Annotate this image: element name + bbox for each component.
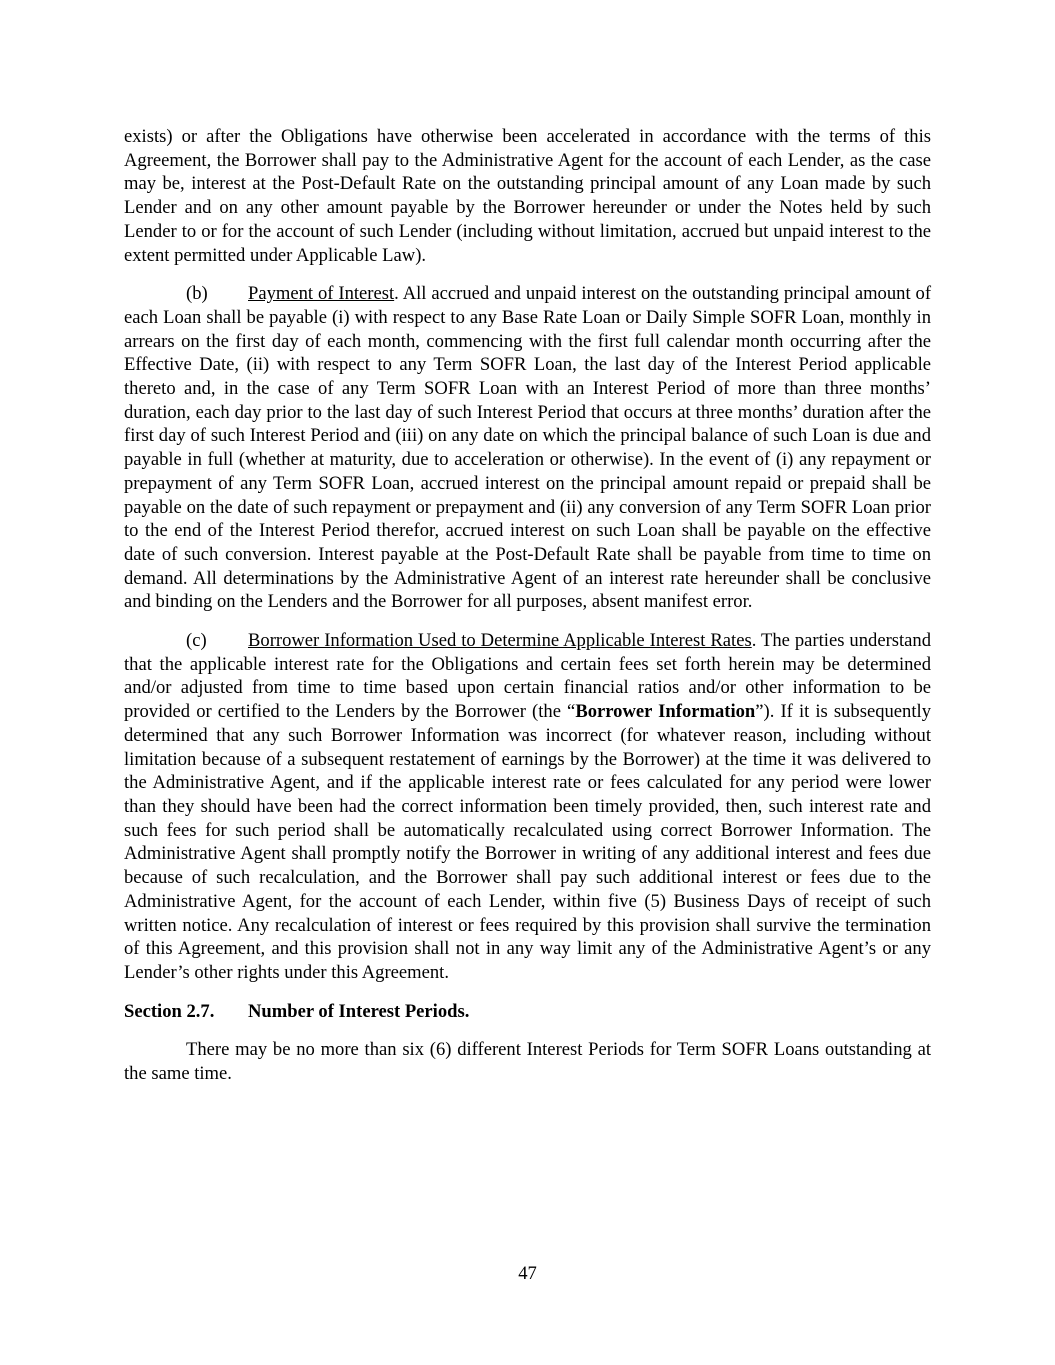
paragraph-c: [124, 629, 931, 985]
defined-term-borrower-information: Borrower Information: [575, 701, 756, 723]
section-title: Number of Interest Periods.: [248, 1000, 470, 1022]
document-body: [124, 125, 931, 1101]
paragraph-b-title: Payment of Interest: [248, 283, 395, 305]
section-number: Section 2.7.: [124, 1000, 215, 1022]
section-heading: [124, 1000, 931, 1024]
paragraph-c-body-before: . The parties understand that the applicable interest rate for the Obligations and certain fees set forth herein may be determined and/or adjusted from time to time based upon certain financial ratios and/or other information to be provided or certified to the Lenders by the Borrower (the “: [124, 630, 932, 723]
section-body: There may be no more than six (6) different Interest Periods for Term SOFR Loans outstanding at the same time.: [124, 1039, 931, 1085]
paragraph-b-marker: (b): [186, 283, 208, 305]
paragraph-c-title: Borrower Information Used to Determine Applicable Interest Rates: [248, 630, 752, 652]
paragraph-c-marker: (c): [186, 630, 207, 652]
paragraph-b: [124, 282, 931, 614]
paragraph-c-body-after: ”). If it is subsequently determined that any such Borrower Information was incorrect (for whatever reason, including without limitation because of a subsequent restatement of earnings by the Borrower) at the time it was delivered to the Administrative Agent, and if the applicable interest rate or fees calculated for any period were lower than they should have been had the correct information been timely provided, then, such interest rate and such fees for such period shall be automatically recalculated using correct Borrower Information. The Administrative Agent shall promptly notify the Borrower in writing of any additional interest and fees due because of such recalculation, and the Borrower shall pay such additional interest or fees due to the Administrative Agent, for the account of each Lender, within five (5) Business Days of receipt of such written notice. Any recalculation of interest or fees required by this provision shall survive the termination of this Agreement, and this provision shall not in any way limit any of the Administrative Agent’s or any Lender’s other rights under this Agreement.: [124, 701, 931, 983]
paragraph-a-continued: exists) or after the Obligations have otherwise been accelerated in accordance with the terms of this Agreement, the Borrower shall pay to the Administrative Agent for the account of each Lender, as the case may be, interest at the Post-Default Rate on the outstanding principal amount of any Loan made by such Lender and on any other amount payable by the Borrower hereunder or under the Notes held by such Lender to or for the account of such Lender (including without limitation, accrued but unpaid interest to the extent permitted under Applicable Law).: [124, 126, 931, 266]
paragraph-b-body: . All accrued and unpaid interest on the outstanding principal amount of each Loan shall be payable (i) with respect to any Base Rate Loan or Daily Simple SOFR Loan, monthly in arrears on the first day of each month, commencing with the first full calendar month occurring after the Effective Date, (ii) with respect to any Term SOFR Loan, the last day of the Interest Period applicable thereto and, in the case of any Term SOFR Loan with an Interest Period of more than three months’ duration, each day prior to the last day of such Interest Period that occurs at three months’ duration after the first day of such Interest Period and (iii) on any date on which the principal balance of such Loan is due and payable in full (whether at maturity, due to acceleration or otherwise). In the event of (i) any repayment or prepayment of any Term SOFR Loan, accrued interest on the principal amount repaid or prepaid shall be payable on the date of such repayment or prepayment and (ii) any conversion of any Term SOFR Loan prior to the end of the Interest Period therefor, accrued interest on such Loan shall be payable on the effective date of such conversion. Interest payable at the Post-Default Rate shall be payable from time to time on demand. All determinations by the Administrative Agent of an interest rate hereunder shall be conclusive and binding on the Lenders and the Borrower for all purposes, absent manifest error.: [124, 283, 932, 613]
page-number: 47: [518, 1263, 537, 1284]
